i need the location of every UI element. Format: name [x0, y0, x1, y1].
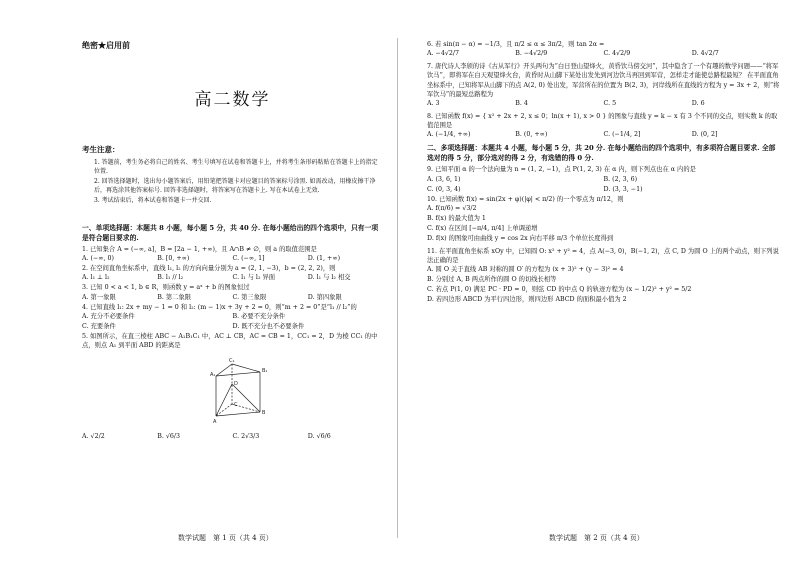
label-c1: C₁: [229, 358, 235, 365]
question-3-options: [82, 293, 383, 303]
section-heading-1: 一、单项选择题：本题共 8 小题，每小题 5 分，共 40 分. 在每小题给出的四个选项中，只有一项是符合题目要求的.: [82, 224, 379, 242]
option: D. 若四边形 ABCD 为平行四边形，则四边形 ABCD 的面积最小值为 2: [427, 296, 627, 304]
question-6-options: [427, 49, 780, 59]
option: A. 圆 O 关于直线 AB 对称的圆 O′ 的方程为 (x + 3)² + (y − 3)² = 4: [427, 266, 624, 274]
label-b1: B₁: [262, 368, 268, 375]
question-2-options: [82, 273, 383, 283]
triangular-prism-diagram: [210, 354, 280, 426]
question-7-options: [427, 99, 780, 109]
option: C. 4√2/9: [603, 50, 631, 58]
page-footer-left: 数学试题 第 1 页（共 4 页）: [178, 534, 273, 542]
question-1-options: [82, 254, 383, 264]
option: C. 充要条件: [82, 322, 116, 330]
question-10: 10. 已知函数 f(x) = sin(2x + φ)(|φ| < π/2) 的一个零点为 π/12，则: [427, 195, 624, 203]
exam-title: 高二数学: [194, 90, 271, 110]
question-5-options: [82, 432, 383, 442]
option: A. 充分不必要条件: [82, 312, 135, 320]
option: A. 3: [427, 100, 440, 108]
option: D. l₁ 与 l₂ 相交: [307, 274, 351, 282]
question-2: 2. 在空间直角坐标系中，直线 l₁, l₂ 的方向向量分别为 a = (2, 1, −3)，b = (2, 2, 2)，则: [82, 265, 336, 273]
option: B. (2, 3, 6): [603, 175, 638, 183]
right-page: [397, 0, 794, 561]
option: D. √6/6: [307, 433, 331, 441]
question-5: 5. 如图所示，在直三棱柱 ABC − A₁B₁C₁ 中，AC ⊥ CB，AC = CB = 1，CC₁ = 2，D 为棱 CC₁ 的中点，则点 A₁ 到平面 ABD 的距离是: [82, 332, 378, 350]
question-11: 11. 在平面直角坐标系 xOy 中，已知圆 O: x² + y² = 4，点 A(−3, 0)，B(−1, 2)，点 C, D 为圆 O 上的两个动点，则下列说法正确的是: [427, 247, 779, 265]
option: C. 5: [603, 100, 617, 108]
label-d: D: [234, 381, 238, 388]
question-4-options-row2: [82, 322, 383, 332]
option: A. √2/2: [82, 433, 105, 441]
option: C. 第三象限: [232, 293, 267, 301]
question-8-options: [427, 130, 780, 140]
option: C. (0, 3, 4): [427, 185, 461, 193]
option: C. (−∞, 1]: [232, 255, 265, 263]
option: B. l₁ // l₂: [157, 274, 184, 282]
option: D. (3, 3, −1): [603, 185, 643, 193]
label-b: B: [262, 410, 266, 417]
option: D. 6: [691, 100, 705, 108]
notice-title: 考生注意：: [82, 145, 120, 154]
option: A. 第一象限: [82, 293, 116, 301]
section-heading-2: 二、多项选择题：本题共 4 小题，每小题 5 分，共 20 分. 在每小题给出的四个选项中，有多项符合题目要求. 全部选对的得 5 分，部分选对的得 2 分，有选错的得 0 分.: [427, 144, 776, 163]
option: B. 分别过 A, B 两点所作的圆 O 的切线长相等: [427, 276, 557, 284]
confidential-mark: 绝密★启用前: [82, 40, 130, 50]
question-7: 7. 唐代诗人李颀的诗《古从军行》开头两句为“白日登山望烽火，黄昏饮马傍交河”，其中隐含了一个有趣的数学问题——“将军饮马”，即将军在白天观望烽火台，黄昏时从山脚下某处出发先到河边饮马再回到军营，怎样走才能使总路程最短？ 在平面直角坐标系中，已知将军从山脚下的点 A(2, 0) 处出发，军营所在的位置为 B(2, 3)，河岸线所在直线的方程为 y = 3x + 2，则“将军饮马”的最短总路程为: [427, 63, 780, 98]
label-c: C: [234, 402, 238, 409]
option: D. 4√2/7: [691, 50, 719, 58]
option: B. 4: [515, 100, 528, 108]
option: C. 若点 P(1, 0) 满足 PC · PD = 0，则弦 CD 的中点 Q 的轨迹方程为 (x − 1/2)² + y² = 5/2: [427, 286, 692, 294]
option: A. (3, 6, 1): [427, 175, 461, 183]
option: D. (1, +∞): [307, 255, 341, 263]
page-footer-right: 数学试题 第 2 页（共 4 页）: [549, 534, 644, 542]
notice-list: [82, 158, 383, 205]
option: A. (−1/4, +∞): [427, 131, 471, 139]
option: B. [0, +∞): [157, 255, 190, 263]
question-4-options-row1: [82, 312, 383, 322]
option: B. 第二象限: [157, 293, 192, 301]
question-9-options-row2: [427, 185, 780, 195]
notice-item: 1. 答题前，考生务必将自己的姓名、考生号填写在试卷和答题卡上，并将考生条形码粘贴在答题卡上的指定位置.: [94, 159, 378, 175]
option: D. 第四象限: [307, 293, 342, 301]
option: B. (0, +∞): [515, 131, 548, 139]
question-1: 1. 已知集合 A = (−∞, a]，B = [2a − 1, +∞)，且 A∩B ≠ ∅，则 a 的取值范围是: [82, 246, 317, 253]
option: C. f(x) 在区间 [−π/4, π/4] 上单调递增: [427, 224, 538, 232]
option: A. f(π/6) = √3/2: [427, 204, 477, 212]
option: B. 必要不充分条件: [232, 312, 286, 320]
option: B. √6/3: [157, 433, 181, 441]
question-4: 4. 已知直线 l₁: 2x + my − 1 = 0 和 l₂: (m − 1)x + 3y + 2 = 0，则“m + 2 = 0”是“l₁ // l₂”的: [82, 303, 357, 311]
option: D. f(x) 的图象可由曲线 y = cos 2x 向右平移 π/3 个单位长度得到: [427, 234, 614, 242]
question-9: 9. 已知平面 α 的一个法向量为 n = (1, 2, −1)，点 P(1, 2, 3) 在 α 内，则下列点也在 α 内的是: [427, 166, 696, 174]
question-3: 3. 已知 0 < a < 1, b ∈ R，则函数 y = aˣ + b 的图象恒过: [82, 284, 250, 292]
option: C. l₁ 与 l₂ 异面: [232, 274, 276, 282]
label-a1: A₁: [210, 372, 216, 379]
option: D. 既不充分也不必要条件: [232, 322, 305, 330]
question-8: 8. 已知函数 f(x) = { x² + 2x + 2, x ≤ 0；ln(x + 1), x > 0 } 的图象与直线 y = k − x 有 3 个不同的交点，则实数 k 的取值范围是: [427, 113, 778, 130]
label-a: A: [213, 419, 217, 426]
option: B. f(x) 的最大值为 1: [427, 214, 486, 222]
option: B. −4√2/9: [515, 50, 548, 58]
prism-figure: [82, 354, 383, 428]
notice-item: 2. 回答选择题时，选出每小题答案后，用铅笔把答题卡对应题目的答案标号涂黑. 如需改动，用橡皮擦干净后，再选涂其他答案标号. 回答非选择题时，将答案写在答题卡上. 写在本试卷上无效.: [94, 178, 376, 194]
option: A. l₁ ⊥ l₂: [82, 274, 110, 282]
notice-item: 3. 考试结束后，将本试卷和答题卡一并交回.: [94, 197, 212, 204]
option: D. (0, 2]: [691, 131, 718, 139]
option: C. (−1/4, 2]: [603, 131, 641, 139]
question-6: 6. 若 sin(π − α) = −1/3，且 π/2 ≤ α ≤ 3π/2，则 tan 2α =: [427, 41, 605, 48]
option: C. 2√3/3: [232, 433, 260, 441]
option: A. (−∞, 0): [82, 255, 114, 263]
question-9-options-row1: [427, 175, 780, 185]
option: A. −4√2/7: [427, 50, 459, 58]
